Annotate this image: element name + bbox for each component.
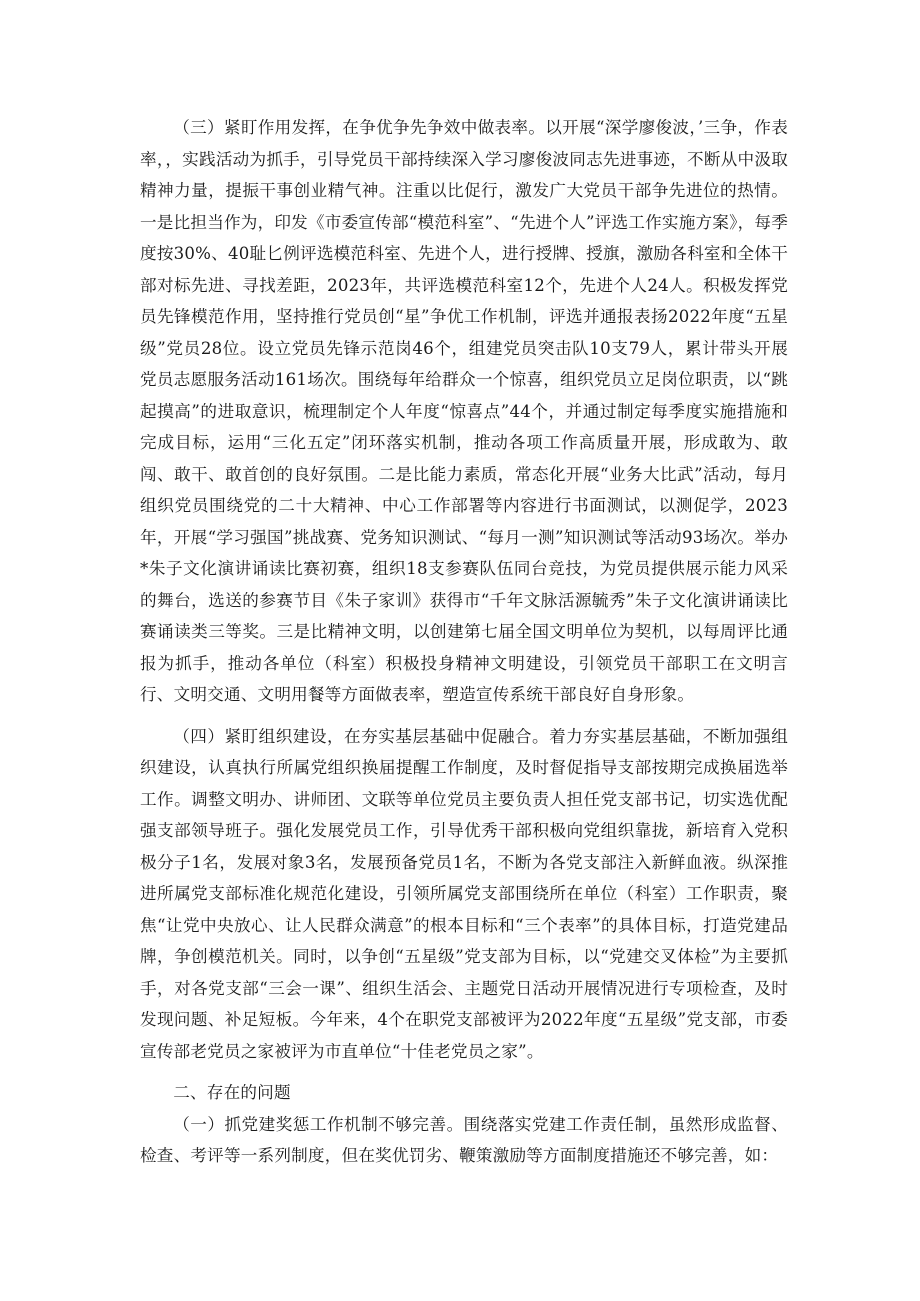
paragraph-problem-one: （一）抓党建奖惩工作机制不够完善。围绕落实党建工作责任制，虽然形成监督、检查、考评等一系列制度，但在奖优罚劣、鞭策激励等方面制度措施还不够完善，如： xyxy=(140,1114,788,1165)
paragraph-section-four: （四）紧盯组织建设，在夯实基层基础中促融合。着力夯实基层基础，不断加强组织建设，认真执行所属党组织换届提醒工作制度，及时督促指导支部按期完成换届选举工作。调整文明办、讲师团、文联等单位党员主要负责人担任党支部书记，切实选优配强支部领导班子。强化发展党员工作，引导优秀干部积极向党组织靠拢，新培育入党积极分子1名，发展对象3名，发展预备党员1名，不断为各党支部注入新鲜血液。纵深推进所属党支部标准化规范化建设，引领所属党支部围绕所在单位（科室）工作职责，聚焦“让党中央放心、让人民群众满意”的根本目标和“三个表率”的具体目标，打造党建品牌，争创模范机关。同时，以争创“五星级”党支部为目标，以“党建交叉体检”为主要抓手，对各党支部“三会一课”、组织生活会、主题党日活动开展情况进行专项检查，及时发现问题、补足短板。今年来，4个在职党支部被评为2022年度“五星级”党支部，市委宣传部老党员之家被评为市直单位“十佳老党员之家”。 xyxy=(140,726,788,1061)
document-body xyxy=(140,112,788,1172)
section-heading: 二、存在的问题 xyxy=(173,1083,291,1102)
paragraph-section-three: （三）紧盯作用发挥，在争优争先争效中做表率。以开展“深学廖俊波，’三争，作表率，，实践活动为抓手，引导党员干部持续深入学习廖俊波同志先进事迹，不断从中汲取精神力量，提振干事创业精气神。注重以比促行，激发广大党员干部争先进位的热情。一是比担当作为，印发《市委宣传部“模范科室”、“先进个人”评选工作实施方案》，每季度按30%、40耻匕例评选模范科室、先进个人，进行授牌、授旗，激励各科室和全体干部对标先进、寻找差距，2023年，共评选模范科室12个，先进个人24人。积极发挥党员先锋模范作用，坚持推行党员创“星”争优工作机制，评选并通报表扬2022年度“五星级”党员28位。设立党员先锋示范岗46个，组建党员突击队10支79人，累计带头开展党员志愿服务活动161场次。围绕每年给群众一个惊喜，组织党员立足岗位职责，以“跳起摸高”的进取意识，梳理制定个人年度“惊喜点”44个，并通过制定每季度实施措施和完成目标，运用“三化五定”闭环落实机制，推动各项工作高质量开展，形成敢为、敢闯、敢干、敢首创的良好氛围。二是比能力素质，常态化开展“业务大比武”活动，每月组织党员围绕党的二十大精神、中心工作部署等内容进行书面测试，以测促学，2023年，开展“学习强国”挑战赛、党务知识测试、“每月一测”知识测试等活动93场次。举办*朱子文化演讲诵读比赛初赛，组织18支参赛队伍同台竞技，为党员提供展示能力风采的舞台，选送的参赛节目《朱子家训》获得市“千年文脉活源毓秀”朱子文化演讲诵读比赛诵读类三等奖。三是比精神文明，以创建第七届全国文明单位为契机，以每周评比通报为抓手，推动各单位（科室）积极投身精神文明建设，引领党员干部职工在文明言行、文明交通、文明用餐等方面做表率，塑造宣传系统干部良好自身形象。 xyxy=(140,118,788,704)
